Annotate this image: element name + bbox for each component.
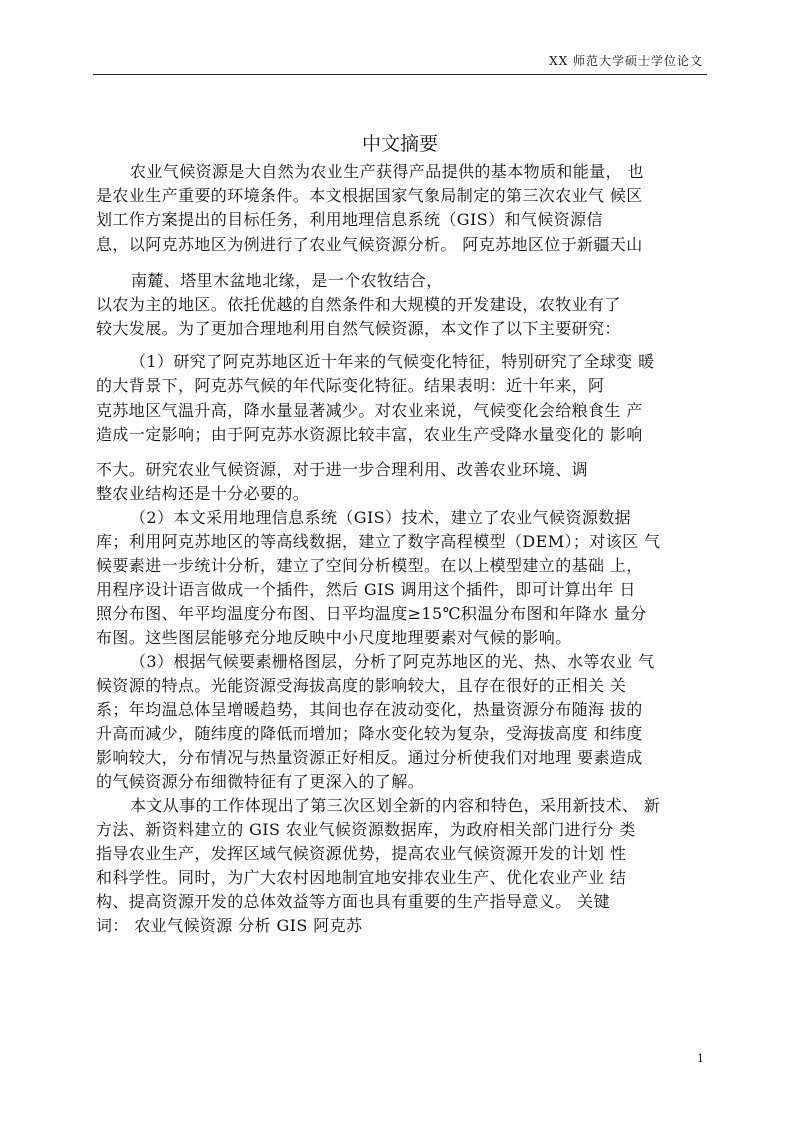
header-thesis-label: XX 师范大学硕士学位论文 xyxy=(549,54,703,68)
body-line: 影响较大，分布情况与热量资源正好相反。通过分析使我们对地理 要素造成 xyxy=(96,748,643,767)
body-line: 较大发展。为了更加合理地利用自然气候资源，本文作了以下主要研究： xyxy=(96,319,621,338)
body-line: 候资源的特点。光能资源受海拔高度的影响较大，且存在很好的正相关 关 xyxy=(96,676,627,695)
body-line: 用程序设计语言做成一个插件，然后 GIS 调用这个插件，即可计算出年 日 xyxy=(96,580,636,599)
body-line: （2）本文采用地理信息系统（GIS）技术，建立了农业气候资源数据 xyxy=(130,508,632,527)
body-line: （1）研究了阿克苏地区近十年来的气候变化特征，特别研究了全球变 暖 xyxy=(130,352,655,371)
body-line: 的气候资源分布细微特征有了更深入的了解。 xyxy=(96,772,425,791)
body-line: （3）根据气候要素栅格图层，分析了阿克苏地区的光、热、水等农业 气 xyxy=(130,652,655,671)
body-line: 布图。这些图层能够充分地反映中小尺度地理要素对气候的影响。 xyxy=(96,628,572,647)
body-line: 划工作方案提出的目标任务，利用地理信息系统（GIS）和气候资源信 xyxy=(96,210,603,229)
body-line: 是农业生产重要的环境条件。本文根据国家气象局制定的第三次农业气 候区 xyxy=(96,186,643,205)
body-line: 和科学性。同时，为广大农村因地制宜地安排农业生产、优化农业产业 结 xyxy=(96,868,627,887)
body-line: 农业气候资源是大自然为农业生产获得产品提供的基本物质和能量， 也 xyxy=(130,162,644,181)
body-line: 候要素进一步统计分析，建立了空间分析模型。在以上模型建立的基础 上， xyxy=(96,556,643,575)
body-line: 库；利用阿克苏地区的等高线数据，建立了数字高程模型（DEM）；对该区 气 xyxy=(96,532,661,551)
body-line: 息，以阿克苏地区为例进行了农业气候资源分析。 阿克苏地区位于新疆天山 xyxy=(96,235,643,254)
body-line: 照分布图、年平均温度分布图、日平均温度≥15℃积温分布图和年降水 量分 xyxy=(96,604,647,623)
body-line: 的大背景下，阿克苏气候的年代际变化特征。结果表明：近十年来，阿 xyxy=(96,376,605,395)
body-line: 构、提高资源开发的总体效益等方面也具有重要的生产指导意义。 关键 xyxy=(96,892,610,911)
body-line: 不大。研究农业气候资源，对于进一步合理利用、改善农业环境、调 xyxy=(96,460,589,479)
body-line: 整农业结构还是十分必要的。 xyxy=(96,484,310,503)
body-line: 造成一定影响；由于阿克苏水资源比较丰富，农业生产受降水量变化的 影响 xyxy=(96,425,643,444)
body-line: 系；年均温总体呈增暖趋势，其间也存在波动变化，热量资源分布随海 拔的 xyxy=(96,700,643,719)
body-line: 升高而减少，随纬度的降低而增加；降水变化较为复杂，受海拔高度 和纬度 xyxy=(96,724,643,743)
body-line: 以农为主的地区。依托优越的自然条件和大规模的开发建设，农牧业有了 xyxy=(96,295,621,314)
keywords-line: 词： 农业气候资源 分析 GIS 阿克苏 xyxy=(96,916,363,935)
body-line: 克苏地区气温升高，降水量显著减少。对农业来说，气候变化会给粮食生 产 xyxy=(96,401,643,420)
body-line: 本文从事的工作体现出了第三次区划全新的内容和特色，采用新技术、 新 xyxy=(130,796,661,815)
abstract-title: 中文摘要 xyxy=(361,133,438,155)
body-line: 南麓、塔里木盆地北缘，是一个农牧结合， xyxy=(131,271,443,290)
body-line: 方法、新资料建立的 GIS 农业气候资源数据库，为政府相关部门进行分 类 xyxy=(96,820,636,839)
page-number: 1 xyxy=(697,1052,704,1065)
body-line: 指导农业生产，发挥区域气候资源优势，提高农业气候资源开发的计划 性 xyxy=(96,844,627,863)
page-header xyxy=(93,48,707,75)
